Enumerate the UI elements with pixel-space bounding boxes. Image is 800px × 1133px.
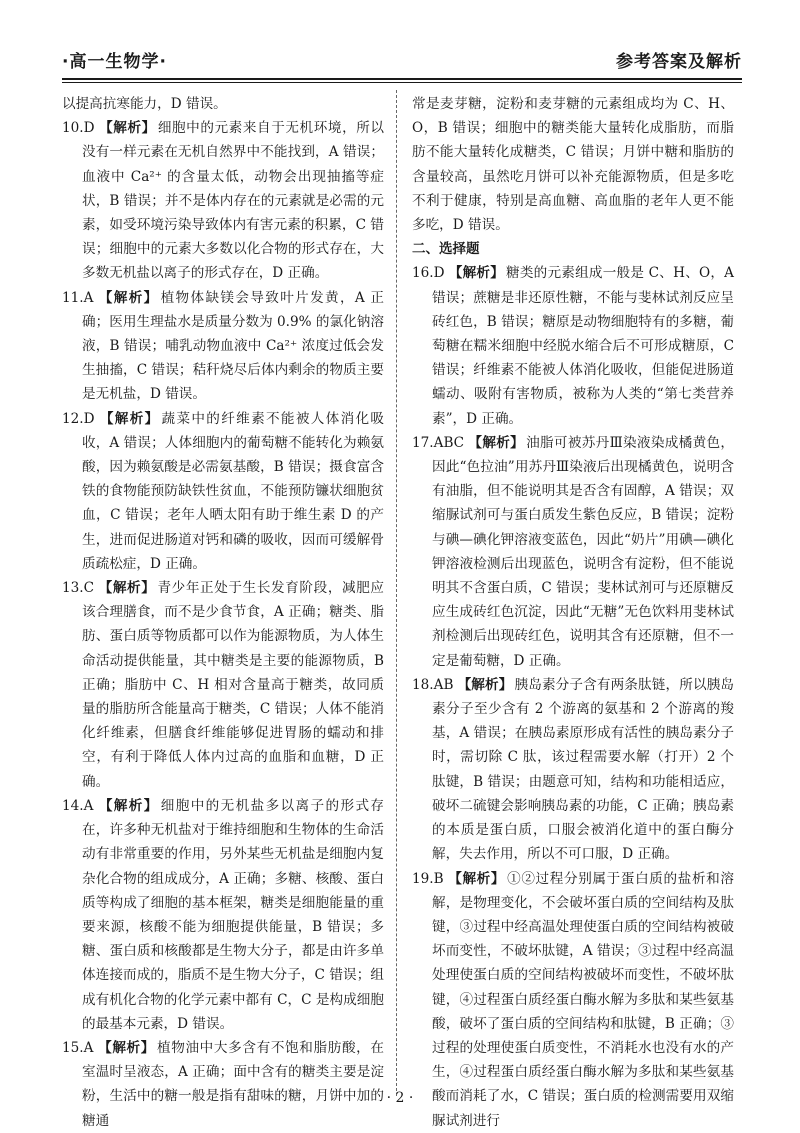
item-text: 油脂可被苏丹Ⅲ染液染成橘黄色，因此“色拉油”用苏丹Ⅲ染液后出现橘黄色，说明含有油脂，但不能说明其是否含有固醇，A 错误；双缩脲试剂可与蛋白质发生紫色反应，B 错误；淀粉与碘—碘化钾溶液变蓝色，因此“奶片”用碘—碘化钾溶液检测后出现蓝色，说明含有淀粉，但不能说明其不含蛋白质，C 错误；斐林试剂可与还原糖反应生成砖红色沉淀，因此“无糖”无色饮料用斐林试剂检测后出现砖红色，说明其含有还原糖，但不一定是葡萄糖，D 正确。 <box>432 434 735 669</box>
item-text: 胰岛素分子含有两条肽链，所以胰岛素分子至少含有 2 个游离的氨基和 2 个游离的羧基，A 错误；在胰岛素原形成有活性的胰岛素分子时，需切除 C 肽，该过程需要水解（打开）2 个肽键，B 错误；由题意可知，结构和功能相适应，破坏二硫键会影响胰岛素的功能，C 正确；胰岛素的本质是蛋白质，口服会被消化道中的蛋白酶分解，失去作用，所以不可口服，D 正确。 <box>432 676 734 863</box>
column-divider <box>396 90 397 1096</box>
analysis-tag: 【解析】 <box>457 676 513 693</box>
header-rule <box>62 78 742 80</box>
item-text: 细胞中的无机盐多以离子的形式存在，许多种无机盐对于维持细胞和生物体的生命活动有非常重要的作用，另外某些无机盐是细胞内复杂化合物的组成成分，A 正确；多糖、核酸、蛋白质等构成了细胞的基本框架，糖类是细胞能量的重要来源，核酸不能为细胞提供能量，B 错误；多糖、蛋白质和核酸都是生物大分子，都是由许多单体连接而成的，脂质不是生物大分子，C 错误；组成有机化合物的化学元素中都有 C，C 是构成细胞的最基本元素，D 错误。 <box>82 797 385 1032</box>
subject-title: ·高一生物学· <box>62 52 167 72</box>
item-answer: A <box>83 797 94 814</box>
page-number: · 2 · <box>386 1090 414 1106</box>
item-number: 13. <box>62 580 84 597</box>
answer-item-11 <box>62 286 384 407</box>
item-number: 16. <box>412 265 434 282</box>
item-text: 细胞中的元素来自于无机环境，所以没有一样元素在无机自然界中不能找到，A 错误；血液中 Ca²⁺ 的含量太低，动物会出现抽搐等症状，B 错误；并不是体内存在的元素就是必需的元素，如受环境污染导致体内有害元素的积累，C 错误；细胞中的元素大多数以化合物的形式存在，大多数无机盐以离子的形式存在，D 正确。 <box>82 120 385 282</box>
analysis-tag: 【解析】 <box>97 1039 155 1056</box>
right-column <box>412 92 734 1133</box>
item-text: 青少年正处于生长发育阶段，减肥应该合理膳食，而不是少食节食，A 正确；糖类、脂肪、蛋白质等物质都可以作为能源物质，为人体生命活动提供能量，其中糖类是主要的能源物质，B 正确；脂肪中 C、H 相对含量高于糖类，故同质量的脂肪所含能量高于糖类，C 错误；人体不能消化纤维素，但膳食纤维能够促进胃肠的蠕动和排空，有利于降低人体内过高的血脂和血糖，D 正确。 <box>82 580 385 790</box>
answer-item-16 <box>412 261 734 430</box>
left-continuation: 以提高抗寒能力，D 错误。 <box>62 96 227 112</box>
section-title: 参考答案及解析 <box>616 52 742 72</box>
analysis-tag: 【解析】 <box>447 870 506 887</box>
item-answer: C <box>83 580 95 597</box>
left-column <box>62 92 384 1133</box>
analysis-tag: 【解析】 <box>468 434 525 451</box>
analysis-tag: 【解析】 <box>97 289 159 306</box>
answer-item-17 <box>412 431 734 673</box>
analysis-tag: 【解析】 <box>98 120 156 137</box>
item-text: 植物油中大多含有不饱和脂肪酸，在室温时呈液态，A 正确；面中含有的糖类主要是淀粉，生活中的糖一般是指有甜味的糖，月饼中加的糖通 <box>82 1039 385 1129</box>
analysis-tag: 【解析】 <box>98 410 160 427</box>
section-heading: 二、选择题 <box>412 241 480 258</box>
right-continuation: 常是麦芽糖，淀粉和麦芽糖的元素组成均为 C、H、O，B 错误；细胞中的糖类能大量转化成脂肪，而脂肪不能大量转化成糖类，C 错误；月饼中糖和脂肪的含量较高，虽然吃月饼可以补充能源物质，但是多吃不利于健康，特别是高血糖、高血脂的老年人更不能多吃，D 错误。 <box>412 96 734 234</box>
analysis-tag: 【解析】 <box>97 797 159 814</box>
header-rule-thin <box>62 82 742 83</box>
item-number: 14. <box>62 797 84 814</box>
item-number: 12. <box>62 410 84 427</box>
answer-item-10 <box>62 116 384 285</box>
answer-item-14 <box>62 794 384 1036</box>
item-text: 植物体缺镁会导致叶片发黄，A 正确；医用生理盐水是质量分数为 0.9% 的氯化钠溶液，B 错误；哺乳动物血液中 Ca²⁺ 浓度过低会发生抽搐，C 错误；秸秆烧尽后体内剩余的物质主要是无机盐，D 错误。 <box>82 289 385 403</box>
item-answer: ABC <box>433 434 465 451</box>
item-answer: D <box>433 265 445 282</box>
item-answer: D <box>83 120 95 137</box>
item-text: 蔬菜中的纤维素不能被人体消化吸收，A 错误；人体细胞内的葡萄糖不能转化为赖氨酸，因为赖氨酸是必需氨基酸，B 错误；摄食富含铁的食物能预防缺铁性贫血，不能预防镰状细胞贫血，C 错误；老年人晒太阳有助于维生素 D 的产生，进而促进肠道对钙和磷的吸收，因而可缓解骨质疏松症，D 正确。 <box>82 410 385 572</box>
item-number: 15. <box>62 1039 84 1056</box>
item-answer: A <box>83 289 94 306</box>
item-answer: A <box>83 1039 94 1056</box>
item-answer: AB <box>433 676 454 693</box>
item-number: 11. <box>62 289 84 306</box>
item-number: 10. <box>62 120 84 137</box>
answer-item-13 <box>62 576 384 794</box>
analysis-tag: 【解析】 <box>98 580 156 597</box>
answer-item-15 <box>62 1036 384 1133</box>
item-number: 19. <box>412 870 434 887</box>
item-answer: B <box>433 870 444 887</box>
answer-item-12 <box>62 407 384 576</box>
item-text: ①②过程分别属于蛋白质的盐析和溶解，是物理变化，不会破坏蛋白质的空间结构及肽键，③过程中经高温处理使蛋白质的空间结构被破坏而变性，不破坏肽键，A 错误；③过程中经高温处理使蛋白质的空间结构被破坏而变性，不破坏肽键，④过程蛋白质经蛋白酶水解为多肽和某些氨基酸，破坏了蛋白质的空间结构和肽键，B 正确；③过程的处理使蛋白质变性，不消耗水也没有水的产生，④过程蛋白质经蛋白酶水解为多肽和某些氨基酸而消耗了水，C 错误；蛋白质的检测需要用双缩脲试剂进行 <box>432 870 734 1129</box>
item-answer: D <box>83 410 95 427</box>
item-number: 18. <box>412 676 434 693</box>
item-text: 糖类的元素组成一般是 C、H、O，A 错误；蔗糖是非还原性糖，不能与斐林试剂反应呈砖红色，B 错误；糖原是动物细胞特有的多糖，葡萄糖在糯米细胞中经脱水缩合后不可形成糖原，C 错误；纤维素不能被人体消化吸收，但能促进肠道蠕动、吸附有害物质，被称为人类的“第七类营养素”，D 正确。 <box>432 265 735 427</box>
analysis-tag: 【解析】 <box>448 265 505 282</box>
item-number: 17. <box>412 434 434 451</box>
answer-item-18 <box>412 673 734 867</box>
page-header <box>62 44 742 72</box>
